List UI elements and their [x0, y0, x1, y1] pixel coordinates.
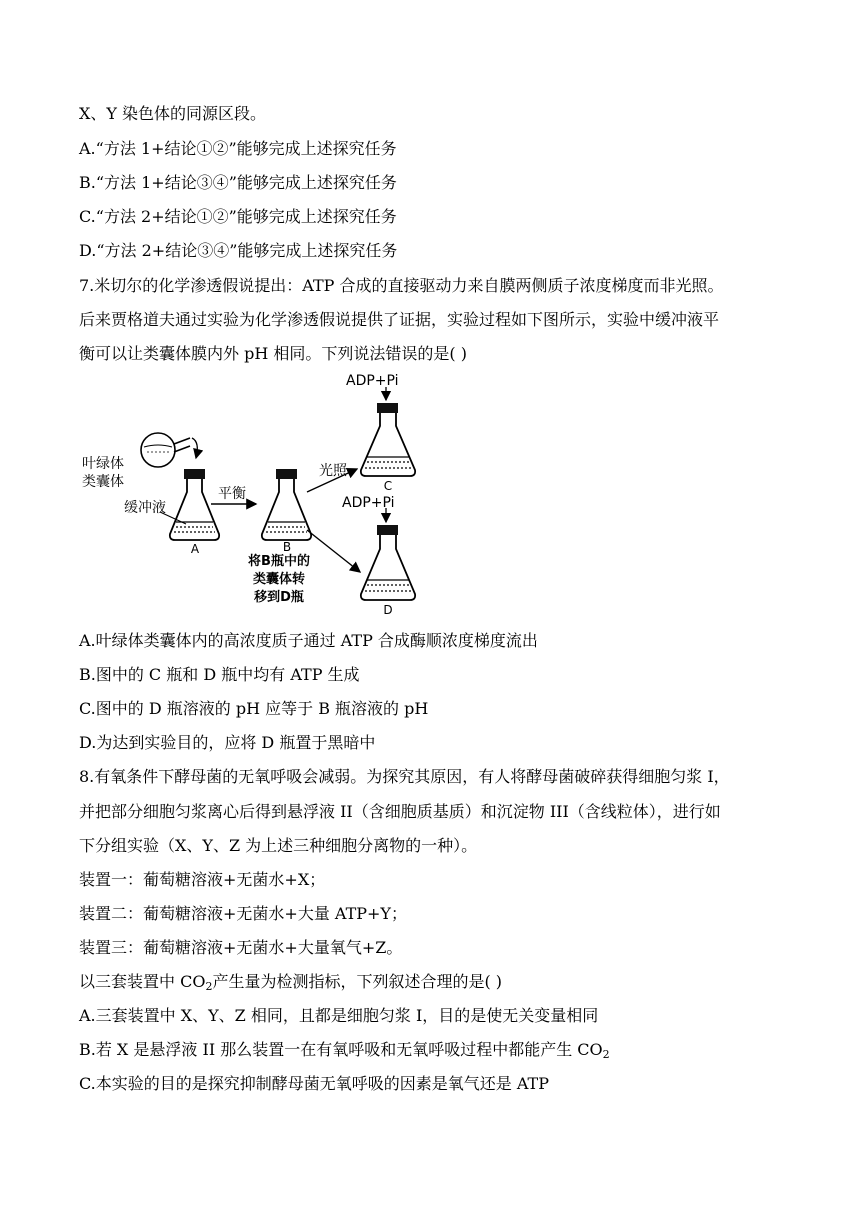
question-7-stem: 7.米切尔的化学渗透假说提出：ATP 合成的直接驱动力来自膜两侧质子浓度梯度而非光照。: [79, 276, 724, 295]
label-flask-c: C: [383, 479, 393, 493]
experiment-figure: [76, 372, 436, 617]
setup-3: 装置三：葡萄糖溶液+无菌水+大量氧气+Z。: [79, 938, 403, 957]
q8-option-c: C.本实验的目的是探究抑制酵母菌无氧呼吸的因素是氧气还是 ATP: [79, 1074, 549, 1093]
option-d: D.“方法 2+结论③④”能够完成上述探究任务: [79, 241, 398, 260]
label-thylakoid-line1: 叶绿体: [82, 456, 124, 472]
question-8-stem: 8.有氧条件下酵母菌的无氧呼吸会减弱。为探究其原因，有人将酵母菌破碎获得细胞匀浆 I，: [79, 767, 730, 786]
q7-option-d: D.为达到实验目的，应将 D 瓶置于黑暗中: [79, 733, 376, 752]
q7-option-c: C.图中的 D 瓶溶液的 pH 应等于 B 瓶溶液的 pH: [79, 699, 429, 718]
question-7-stem: 衡可以让类囊体膜内外 pH 相同。下列说法错误的是( ): [79, 344, 467, 363]
q7-option-a: A.叶绿体类囊体内的高浓度质子通过 ATP 合成酶顺浓度梯度流出: [79, 631, 538, 650]
q7-option-b: B.图中的 C 瓶和 D 瓶中均有 ATP 生成: [79, 665, 360, 684]
option-a: A.“方法 1+结论①②”能够完成上述探究任务: [79, 139, 397, 158]
q8-option-a: A.三套装置中 X、Y、Z 相同，且都是细胞匀浆 I，目的是使无关变量相同: [79, 1006, 599, 1025]
label-balance: 平衡: [218, 486, 246, 502]
question-8-stem: 并把部分细胞匀浆离心后得到悬浮液 II（含细胞质基质）和沉淀物 III（含线粒体），进行如: [79, 802, 721, 821]
question-8-prompt: 以三套装置中 $CO_2$产生量为检测指标，下列叙述合理的是( ): [79, 972, 503, 993]
label-transfer-line3: 移到D瓶: [254, 590, 304, 605]
q8-option-b: B.若 X 是悬浮液 II 那么装置一在有氧呼吸和无氧呼吸过程中都能产生 $CO_2$: [79, 1040, 610, 1061]
label-thylakoid-line2: 类囊体: [82, 474, 124, 490]
label-adp-pi-c: ADP+Pi: [346, 373, 399, 389]
label-light: 光照: [319, 463, 347, 479]
label-transfer-line2: 类囊体转: [252, 572, 306, 587]
label-flask-b: B: [282, 540, 292, 554]
flask-d: [361, 525, 415, 600]
question-7-stem: 后来贾格道夫通过实验为化学渗透假说提供了证据，实验过程如下图所示，实验中缓冲液平: [79, 310, 720, 329]
label-flask-d: D: [383, 603, 393, 617]
flask-b: [262, 469, 311, 540]
setup-2: 装置二：葡萄糖溶液+无菌水+大量 ATP+Y；: [79, 904, 407, 923]
label-flask-a: A: [190, 542, 200, 556]
label-buffer: 缓冲液: [124, 500, 166, 516]
text-line: X、Y 染色体的同源区段。: [79, 104, 267, 123]
flask-c: [361, 403, 415, 476]
option-b: B.“方法 1+结论③④”能够完成上述探究任务: [79, 173, 397, 192]
arrow-b-to-d: [307, 530, 360, 572]
label-adp-pi-d: ADP+Pi: [342, 495, 395, 511]
label-transfer-line1: 将B瓶中的: [248, 554, 310, 569]
setup-1: 装置一：葡萄糖溶液+无菌水+X；: [79, 870, 326, 889]
question-8-stem: 下分组实验（X、Y、Z 为上述三种细胞分离物的一种）。: [79, 836, 478, 855]
thylakoid-flask-icon: [141, 433, 197, 467]
option-c: C.“方法 2+结论①②”能够完成上述探究任务: [79, 207, 397, 226]
